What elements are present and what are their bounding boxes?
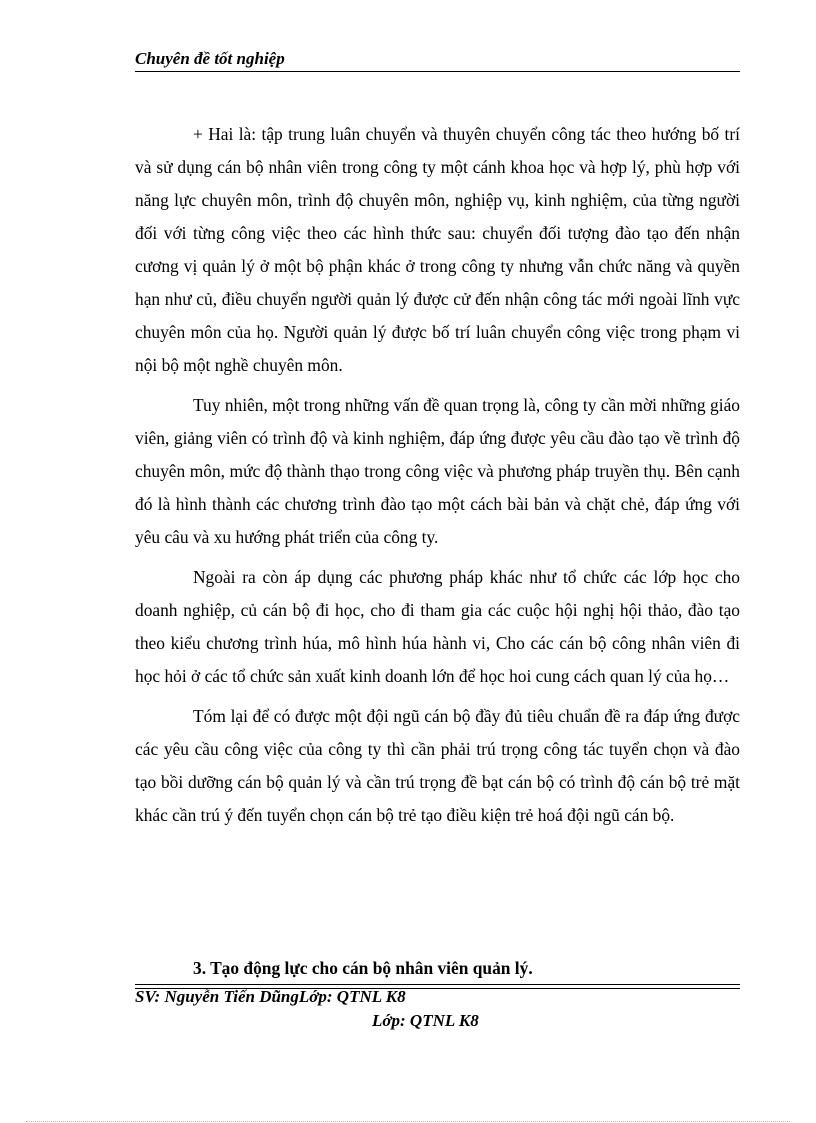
body-text xyxy=(135,118,740,839)
page-bottom-border xyxy=(26,1121,790,1122)
footer-student-line: SV: Nguyễn Tiến DũngLớp: QTNL K8 xyxy=(135,987,406,1006)
header-title: Chuyên đề tốt nghiệp xyxy=(135,49,285,68)
header-rule xyxy=(135,71,740,72)
paragraph-2: Tuy nhiên, một trong những vấn đề quan trọng là, công ty cần mời những giáo viên, giảng viên có trình độ và kinh nghiệm, đáp ứng được yêu cầu đào tạo về trình độ chuyên môn, mức độ thành thạo trong công việc và phương pháp truyền thụ. Bên cạnh đó là hình thành các chương trình đào tạo một cách bài bản và chặt chẻ, đáp ứng với yêu câu và xu hướng phát triển của công ty. xyxy=(135,395,740,547)
paragraph-3: Ngoài ra còn áp dụng các phương pháp khác như tổ chức các lớp học cho doanh nghiệp, củ cán bộ đi học, cho đi tham gia các cuộc hội nghị hội thảo, đào tạo theo kiểu chương trình húa, mô hình húa hành vi, Cho các cán bộ công nhân viên đi học hỏi ở các tổ chức sản xuất kinh doanh lớn để học hoi cung cách quan lý của họ… xyxy=(135,567,740,686)
footer-class-line: Lớp: QTNL K8 xyxy=(372,1011,479,1030)
paragraph-4: Tóm lại để có được một đội ngũ cán bộ đầy đủ tiêu chuẩn đề ra đáp ứng được các yêu cầu công việc của công ty thì cần phải trú trọng công tác tuyển chọn và đào tạo bồi dưỡng cán bộ quản lý và cần trú trọng đề bạt cán bộ có trình độ cán bộ trẻ mặt khác cần trú ý đến tuyển chọn cán bộ trẻ tạo điều kiện trẻ hoá đội ngũ cán bộ. xyxy=(135,706,740,825)
paragraph-1: + Hai là: tập trung luân chuyển và thuyên chuyển công tác theo hướng bố trí và sử dụng cán bộ nhân viên trong công ty một cánh khoa học và hợp lý, phù hợp với năng lực chuyên môn, trình độ chuyên môn, nghiệp vụ, kinh nghiệm, của từng người đối với từng công việc theo các hình thức sau: chuyển đối tượng đào tạo đến nhận cương vị quản lý ở một bộ phận khác ở trong công ty nhưng vẫn chức năng và quyền hạn như củ, điều chuyển người quản lý được cử đến nhận công tác mới ngoài lĩnh vực chuyên môn của họ. Người quản lý được bố trí luân chuyển công việc trong phạm vi nội bộ một nghề chuyên môn. xyxy=(135,124,740,375)
section-heading: 3. Tạo động lực cho cán bộ nhân viên quản lý. xyxy=(193,958,533,978)
